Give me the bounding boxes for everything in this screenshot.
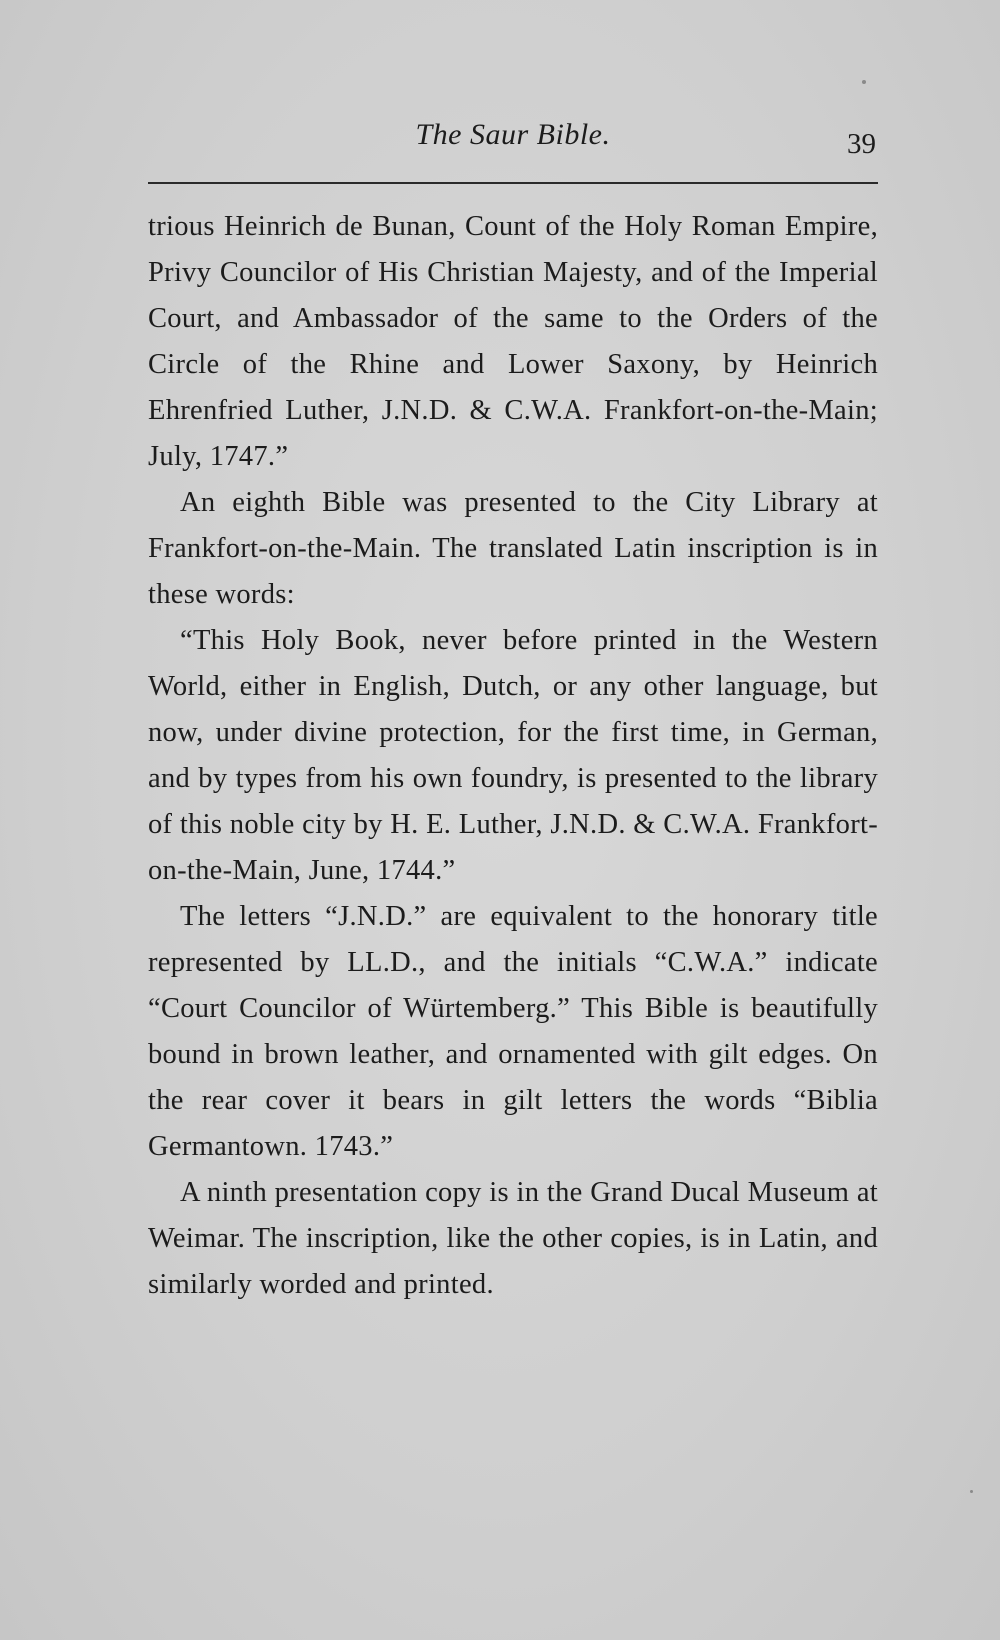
page-number: 39 <box>847 128 876 160</box>
paragraph-ninth-copy: A ninth presentation copy is in the Grand Ducal Museum at Weimar. The inscription, like the other copies, is in Latin, and similarly worded and printed. <box>148 1177 878 1300</box>
paper-speck <box>970 1490 973 1493</box>
paragraph-inscription-quote: “This Holy Book, never before printed in the Western World, either in English, Dutch, or any other language, but now, under divine protection, for the first time, in German, and by types from his own foundry, is presented to the library of this noble city by H. E. Luther, J.N.D. & C.W.A. Frankfort-on-the-Main, June, 1744.” <box>148 625 878 886</box>
paragraph-continued: trious Heinrich de Bunan, Count of the Holy Roman Empire, Privy Councilor of His Christian Majesty, and of the Imperial Court, and Ambassador of the same to the Orders of the Circle of the Rhine and Lower Saxony, by Heinrich Ehrenfried Luther, J.N.D. & C.W.A. Frankfort-on-the-Main; July, 1747.” <box>148 211 878 472</box>
paragraph-eighth-bible: An eighth Bible was presented to the City Library at Frankfort-on-the-Main. The translated Latin inscription is in these words: <box>148 487 878 610</box>
paper-speck <box>862 80 866 84</box>
paragraph-letters-explanation: The letters “J.N.D.” are equivalent to the honorary title represented by LL.D., and the initials “C.W.A.” indicate “Court Councilor of Würtemberg.” This Bible is beautifully bound in brown leather, and ornamented with gilt edges. On the rear cover it bears in gilt letters the words “Biblia Germantown. 1743.” <box>148 901 878 1162</box>
running-head <box>148 118 878 170</box>
running-title: The Saur Bible. <box>415 118 611 151</box>
header-rule <box>148 182 878 184</box>
body-text <box>148 204 878 1308</box>
